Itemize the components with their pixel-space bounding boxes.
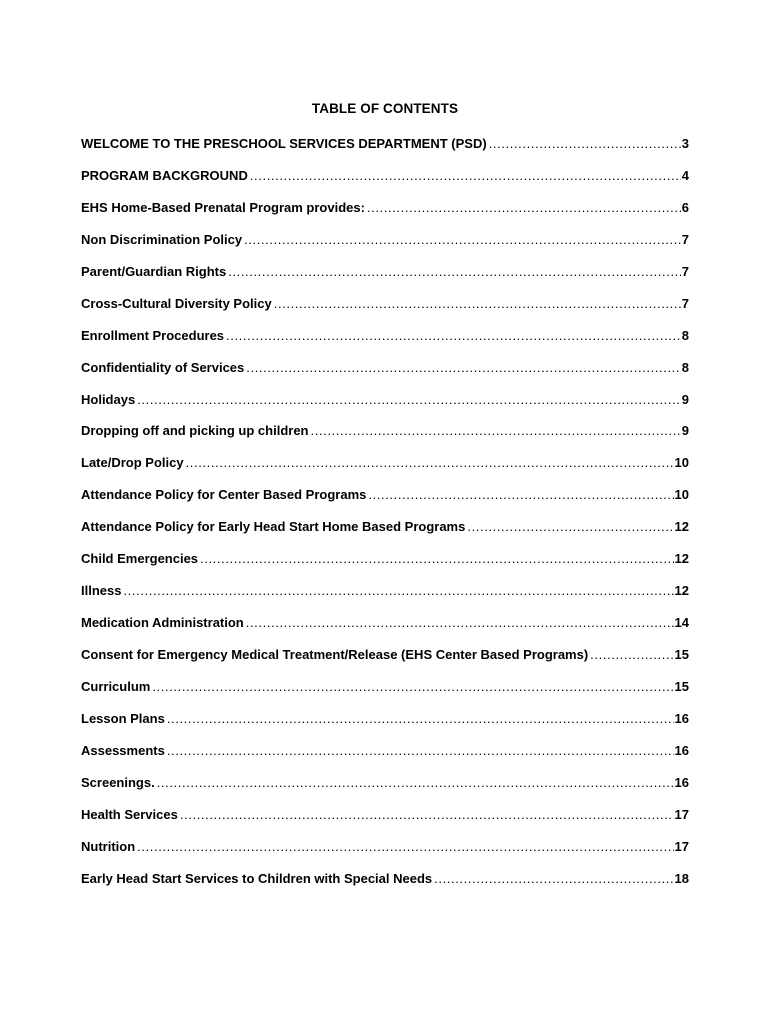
- toc-entry-label: Assessments: [81, 742, 165, 758]
- toc-dot-leader: [226, 328, 681, 343]
- toc-dot-leader: [137, 392, 681, 407]
- toc-entry-label: Early Head Start Services to Children with Special Needs: [81, 870, 433, 886]
- toc-entry[interactable]: [81, 583, 689, 615]
- toc-entry-label: EHS Home-Based Prenatal Program provides:: [81, 199, 365, 215]
- toc-entry-label: Curriculum: [81, 678, 151, 694]
- toc-entry-page: 17: [674, 806, 689, 822]
- toc-entry-page: 14: [674, 615, 689, 631]
- toc-entry[interactable]: [81, 519, 689, 551]
- toc-dot-leader: [186, 455, 674, 470]
- toc-entry[interactable]: [81, 551, 689, 583]
- toc-entry[interactable]: [81, 487, 689, 519]
- toc-entry[interactable]: [81, 647, 689, 679]
- toc-entry-label: Non Discrimination Policy: [81, 231, 243, 247]
- toc-entry-page: 12: [674, 551, 689, 567]
- toc-entry[interactable]: [81, 423, 689, 455]
- toc-entry-page: 6: [681, 199, 689, 215]
- toc-entry-page: 12: [674, 519, 689, 535]
- toc-entry[interactable]: [81, 455, 689, 487]
- toc-dot-leader: [311, 423, 681, 438]
- toc-dot-leader: [123, 583, 673, 598]
- toc-entry-page: 10: [674, 455, 689, 471]
- toc-entry[interactable]: [81, 711, 689, 743]
- toc-entry[interactable]: [81, 679, 689, 711]
- toc-entry[interactable]: [81, 200, 689, 232]
- toc-entry-label: Screenings.: [81, 774, 155, 790]
- toc-entry-label: Illness: [81, 583, 122, 599]
- toc-entry-label: Health Services: [81, 806, 178, 822]
- toc-entry-page: 16: [674, 710, 689, 726]
- toc-entry-label: Attendance Policy for Early Head Start Home Based Programs: [81, 519, 466, 535]
- toc-entry-label: Confidentiality of Services: [81, 359, 245, 375]
- toc-entry-page: 10: [674, 487, 689, 503]
- toc-entry-page: 8: [681, 327, 689, 343]
- toc-entry-label: Dropping off and picking up children: [81, 423, 309, 439]
- toc-dot-leader: [368, 487, 673, 502]
- toc-entry[interactable]: [81, 743, 689, 775]
- toc-entry[interactable]: [81, 807, 689, 839]
- toc-entry-label: PROGRAM BACKGROUND: [81, 167, 248, 183]
- toc-entry-page: 7: [681, 263, 689, 279]
- toc-entry-label: Child Emergencies: [81, 551, 199, 567]
- toc-dot-leader: [590, 647, 673, 662]
- toc-dot-leader: [167, 743, 674, 758]
- toc-entry-page: 7: [681, 231, 689, 247]
- toc-entry-label: WELCOME TO THE PRESCHOOL SERVICES DEPARTMENT (PSD): [81, 136, 487, 151]
- toc-entry-page: 16: [674, 742, 689, 758]
- toc-entry[interactable]: [81, 360, 689, 392]
- toc-dot-leader: [434, 871, 673, 886]
- toc-entry[interactable]: [81, 775, 689, 807]
- toc-dot-leader: [200, 551, 673, 566]
- toc-entry[interactable]: [81, 296, 689, 328]
- toc-dot-leader: [467, 519, 673, 534]
- toc-dot-leader: [157, 775, 674, 790]
- toc-entry[interactable]: [81, 136, 689, 168]
- toc-entry[interactable]: [81, 232, 689, 264]
- toc-entry-page: 4: [681, 167, 689, 183]
- toc-list: [81, 136, 689, 903]
- toc-entry-page: 17: [674, 838, 689, 854]
- toc-title: TABLE OF CONTENTS: [311, 101, 459, 116]
- toc-dot-leader: [152, 679, 673, 694]
- toc-entry-label: Cross-Cultural Diversity Policy: [81, 295, 272, 311]
- toc-dot-leader: [228, 264, 681, 279]
- toc-entry[interactable]: [81, 871, 689, 903]
- toc-entry-label: Attendance Policy for Center Based Programs: [81, 487, 367, 503]
- toc-entry[interactable]: [81, 615, 689, 647]
- toc-entry-page: 12: [674, 583, 689, 599]
- toc-entry[interactable]: [81, 392, 689, 424]
- toc-entry-page: 18: [674, 870, 689, 886]
- toc-entry-label: Holidays: [81, 391, 136, 407]
- toc-entry-page: 15: [674, 678, 689, 694]
- toc-entry-label: Late/Drop Policy: [81, 455, 184, 471]
- toc-entry-page: 16: [674, 774, 689, 790]
- toc-entry-page: 7: [681, 295, 689, 311]
- toc-dot-leader: [274, 296, 681, 311]
- toc-dot-leader: [167, 711, 674, 726]
- toc-entry-label: Parent/Guardian Rights: [81, 263, 227, 279]
- toc-dot-leader: [246, 615, 674, 630]
- toc-dot-leader: [244, 232, 681, 247]
- toc-dot-leader: [180, 807, 674, 822]
- toc-entry-page: 8: [681, 359, 689, 375]
- toc-entry-label: Nutrition: [81, 838, 136, 854]
- toc-entry-label: Consent for Emergency Medical Treatment/Release (EHS Center Based Programs): [81, 647, 589, 662]
- toc-entry[interactable]: [81, 328, 689, 360]
- toc-entry-page: 15: [674, 647, 689, 662]
- toc-dot-leader: [367, 200, 681, 215]
- toc-entry[interactable]: [81, 264, 689, 296]
- toc-dot-leader: [137, 839, 673, 854]
- toc-entry-label: Medication Administration: [81, 615, 244, 631]
- toc-dot-leader: [246, 360, 681, 375]
- toc-entry-label: Lesson Plans: [81, 710, 165, 726]
- toc-entry-page: 9: [681, 423, 689, 439]
- toc-dot-leader: [250, 168, 681, 183]
- toc-dot-leader: [489, 136, 681, 151]
- toc-entry-page: 3: [681, 136, 689, 151]
- toc-entry[interactable]: [81, 168, 689, 200]
- toc-entry[interactable]: [81, 839, 689, 871]
- toc-entry-page: 9: [681, 391, 689, 407]
- toc-entry-label: Enrollment Procedures: [81, 327, 225, 343]
